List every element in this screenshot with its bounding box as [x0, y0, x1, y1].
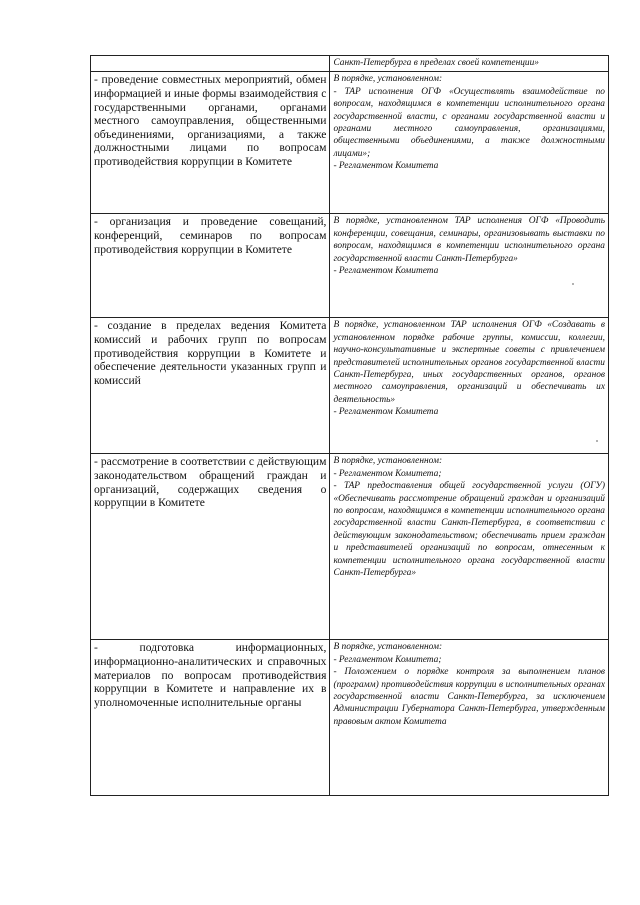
procedure-paragraph: - Регламентом Комитета [333, 161, 439, 172]
procedure-cell [330, 318, 609, 454]
scan-speck [596, 440, 598, 442]
measures-table [90, 55, 609, 796]
table-row [91, 72, 609, 214]
procedure-paragraph: - ТАР исполнения ОГФ «Осуществлять взаимодействие по вопросам, находящимся в компетенции исполнительного органа государственной власти, с органами государственной власти и органами местного самоуправления, организациями, общественными объединениями, а также должностными лицами»; [333, 86, 605, 159]
measure-text [94, 641, 326, 709]
procedure-paragraph: В порядке, установленном ТАР исполнения ОГФ «Создавать в установленном порядке рабочие группы, комиссии, коллегии, научно-консультативные и экспертные советы с привлечением представителей исполнительных органов государственной власти Санкт-Петербурга, иных государственных органов, органов местного самоуправления, организаций и обеспечивать их деятельность» [333, 320, 605, 405]
procedure-paragraph: - Регламентом Комитета; [333, 654, 442, 665]
procedure-paragraph: - Регламентом Комитета [333, 407, 439, 418]
measure-text [94, 73, 326, 168]
measure-paragraph: - рассмотрение в соответствии с действующим законодательством обращений граждан и организаций, содержащих сведения о коррупции в Комитете [94, 455, 327, 510]
measure-cell [91, 640, 330, 796]
measure-text [94, 455, 326, 509]
table-body [91, 56, 609, 796]
table-row [91, 214, 609, 318]
measure-cell [91, 454, 330, 640]
measure-paragraph: - организация и проведение совещаний, конференций, семинаров по вопросам противодействия коррупции в Комитете [94, 215, 327, 256]
procedure-text [333, 73, 605, 172]
procedure-paragraph: - Положением о порядке контроля за выполнением планов (программ) противодействия коррупции в исполнительных органах государственной власти Санкт-Петербурга, за исключением Администрации Губернатора Санкт-Петербурга, утвержденным правовым актом Комитета [333, 667, 605, 727]
procedure-text [333, 57, 605, 69]
procedure-text [333, 215, 605, 277]
table-row [91, 56, 609, 72]
procedure-text [333, 319, 605, 418]
procedure-cell [330, 454, 609, 640]
procedure-paragraph: - Регламентом Комитета; [333, 468, 442, 479]
measure-cell [91, 318, 330, 454]
procedure-paragraph: - Регламентом Комитета [333, 266, 439, 277]
measure-cell [91, 214, 330, 318]
measure-text [94, 215, 326, 256]
measure-paragraph: - создание в пределах ведения Комитета комиссий и рабочих групп по вопросам противодействия коррупции в Комитете и обеспечение деятельности указанных групп и комиссий [94, 319, 327, 387]
table-row [91, 640, 609, 796]
procedure-cell [330, 640, 609, 796]
procedure-cell [330, 214, 609, 318]
procedure-paragraph: - ТАР предоставления общей государственной услуги (ОГУ) «Обеспечивать рассмотрение обращений граждан и организаций по вопросам, находящимся в компетенции исполнительного органа государственной власти Санкт-Петербурга, в соответствии с действующим законодательством; обеспечивать прием граждан и представителей организаций по вопросам, отнесенным к компетенции исполнительного органа государственной власти Санкт-Петербурга» [333, 481, 605, 579]
procedure-cell [330, 72, 609, 214]
procedure-paragraph: Санкт-Петербурга в пределах своей компетенции» [333, 58, 539, 68]
procedure-paragraph: В порядке, установленном: [333, 456, 443, 467]
measure-cell [91, 72, 330, 214]
procedure-cell [330, 56, 609, 72]
procedure-paragraph: В порядке, установленном: [333, 642, 443, 653]
measure-cell [91, 56, 330, 72]
procedure-text [333, 641, 605, 728]
measure-text [94, 319, 326, 387]
procedure-paragraph: В порядке, установленном: [333, 74, 443, 85]
procedure-text [333, 455, 605, 579]
measure-paragraph: - проведение совместных мероприятий, обмен информацией и иные формы взаимодействия с государственными органами, органами местного самоуправления, общественными объединениями, организациями, а также должностными лицами по вопросам противодействия коррупции в Комитете [94, 73, 327, 168]
procedure-paragraph: В порядке, установленном ТАР исполнения ОГФ «Проводить конференции, совещания, семинары, организовывать выставки по вопросам, находящимся в компетенции исполнительного органа государственной власти Санкт-Петербурга» [333, 216, 605, 264]
table-row [91, 318, 609, 454]
scan-speck [572, 283, 574, 285]
table-row [91, 454, 609, 640]
measure-paragraph: - подготовка информационных, информационно-аналитических и справочных материалов по вопросам противодействия коррупции в Комитете и направление их в уполномоченные исполнительные органы [94, 641, 327, 709]
